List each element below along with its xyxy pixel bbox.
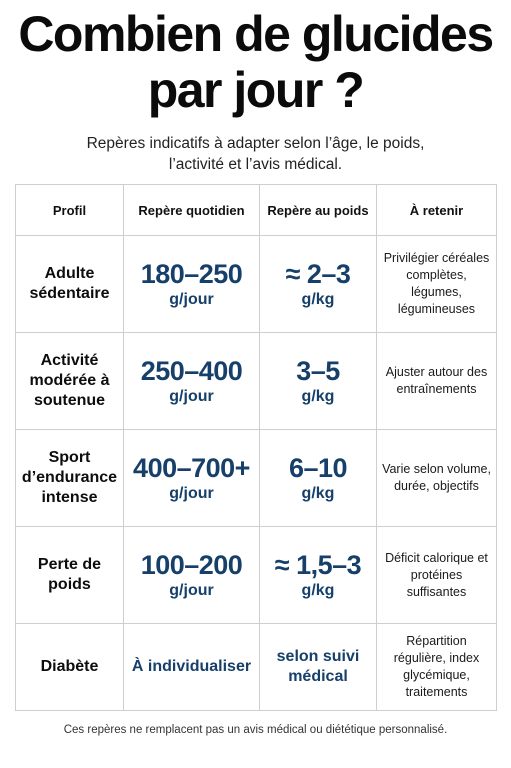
note-cell: Varie selon volume, durée, objectifs <box>377 430 497 527</box>
table-row <box>16 527 497 624</box>
note-cell: Ajuster autour des entraînements <box>377 333 497 430</box>
daily-cell <box>124 430 260 527</box>
weight-cell <box>260 236 377 333</box>
header-profil: Profil <box>16 185 124 236</box>
daily-cell <box>124 333 260 430</box>
weight-cell <box>260 624 377 711</box>
weight-value: ≈ 2–3 <box>285 259 351 289</box>
weight-text: selon suivi médical <box>276 648 360 685</box>
daily-value: 180–250 <box>140 259 243 289</box>
subtitle-line-2: l’activité et l’avis médical. <box>168 156 343 173</box>
table-row <box>16 236 497 333</box>
daily-value: 100–200 <box>140 550 243 580</box>
note-cell: Privilégier céréales complètes, légumes, légumineuses <box>377 236 497 333</box>
daily-unit: g/jour <box>169 485 214 502</box>
weight-value: 6–10 <box>288 453 348 483</box>
daily-cell <box>124 236 260 333</box>
subtitle <box>20 133 491 175</box>
weight-cell <box>260 527 377 624</box>
daily-unit: g/jour <box>169 582 214 599</box>
weight-unit: g/kg <box>301 582 335 599</box>
note-cell: Répartition régulière, index glycémique, traitements <box>377 624 497 711</box>
profile-cell: Perte de poids <box>16 527 124 624</box>
weight-unit: g/kg <box>301 291 335 308</box>
header-repere-au-poids: Repère au poids <box>260 185 377 236</box>
table-row <box>16 430 497 527</box>
footnote: Ces repères ne remplacent pas un avis médical ou diététique personnalisé. <box>63 724 448 736</box>
daily-cell <box>124 527 260 624</box>
profile-cell: Sport d’endurance intense <box>16 430 124 527</box>
weight-cell <box>260 333 377 430</box>
profile-cell: Activité modérée à soutenue <box>16 333 124 430</box>
header-repere-quotidien: Repère quotidien <box>124 185 260 236</box>
weight-value: ≈ 1,5–3 <box>274 550 362 580</box>
weight-unit: g/kg <box>301 485 335 502</box>
weight-unit: g/kg <box>301 388 335 405</box>
header-a-retenir: À retenir <box>377 185 497 236</box>
daily-value: 400–700+ <box>133 453 250 483</box>
daily-value: 250–400 <box>140 356 243 386</box>
table-header-row <box>16 185 497 236</box>
subtitle-line-1: Repères indicatifs à adapter selon l’âge, le poids, <box>86 135 425 152</box>
daily-text: À individualiser <box>131 658 252 675</box>
table-row <box>16 333 497 430</box>
weight-cell <box>260 430 377 527</box>
daily-unit: g/jour <box>169 291 214 308</box>
note-cell: Déficit calorique et protéines suffisantes <box>377 527 497 624</box>
table-row <box>16 624 497 711</box>
profile-cell: Adulte sédentaire <box>16 236 124 333</box>
profile-cell: Diabète <box>16 624 124 711</box>
daily-unit: g/jour <box>169 388 214 405</box>
weight-value: 3–5 <box>296 356 340 386</box>
page-title: Combien de glucides par jour ? <box>18 6 493 118</box>
carbs-table <box>15 184 497 711</box>
daily-cell <box>124 624 260 711</box>
